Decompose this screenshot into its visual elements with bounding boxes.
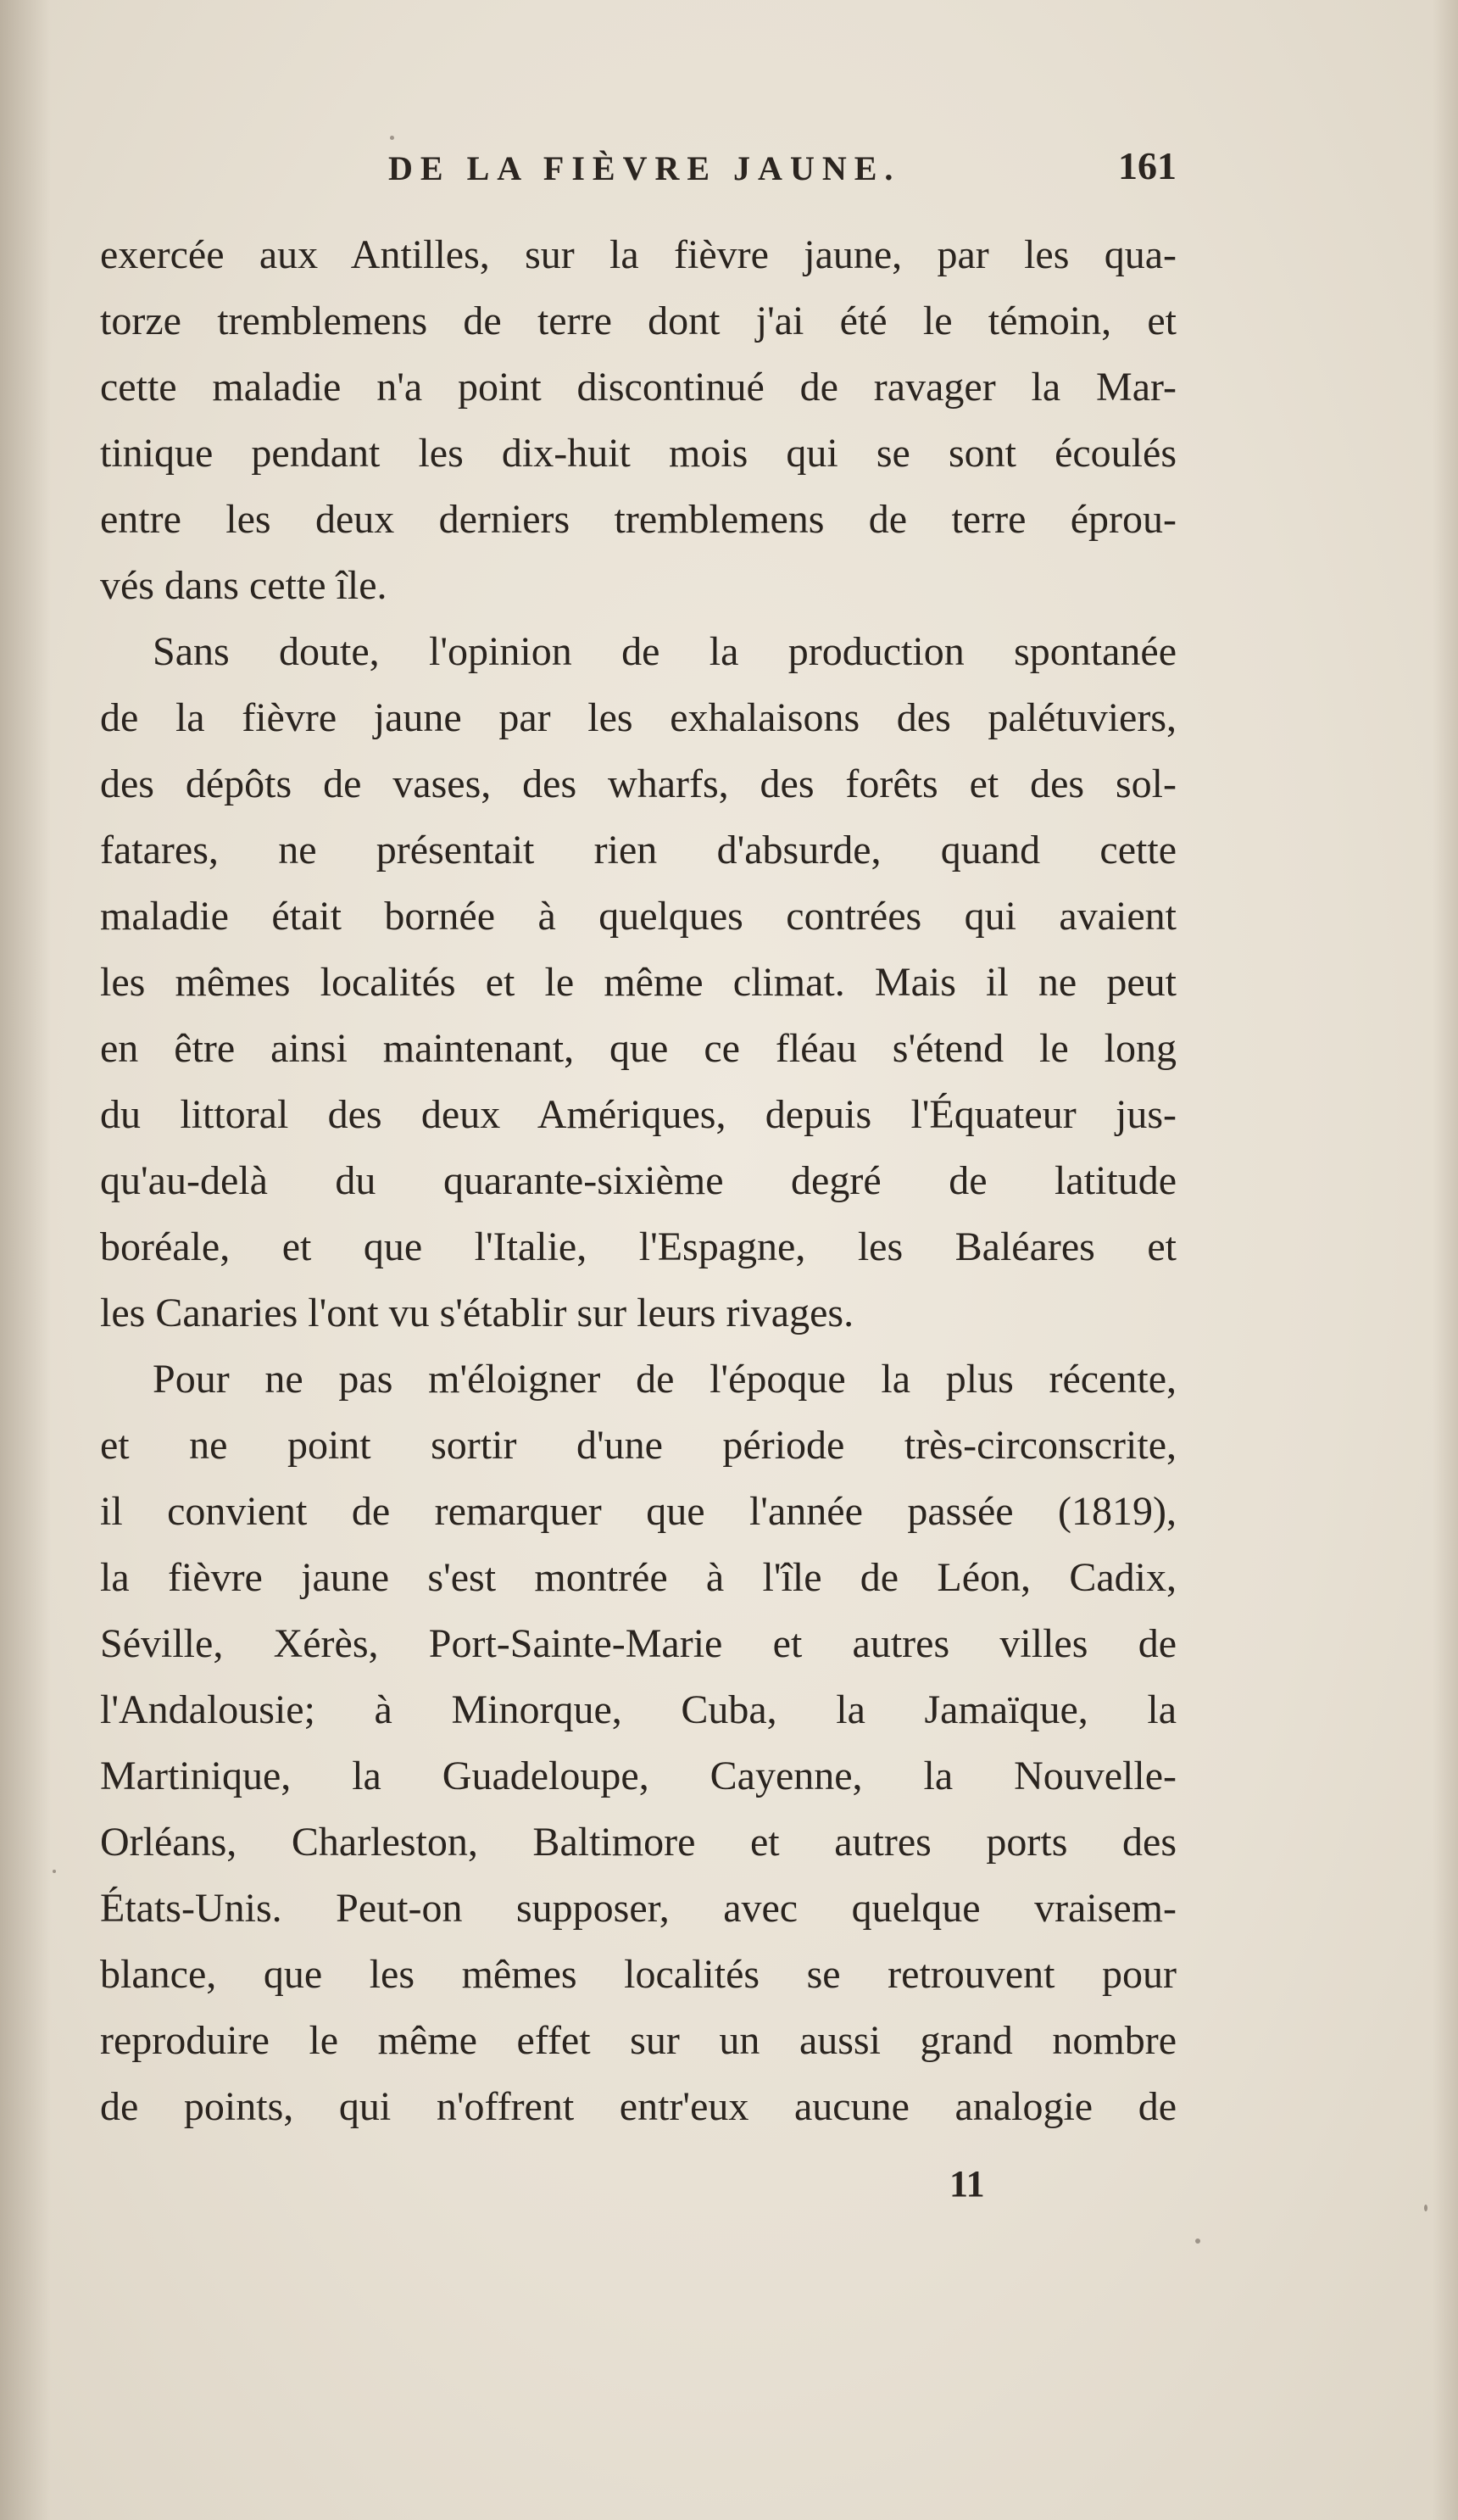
- edge-shadow: [1433, 0, 1458, 2520]
- running-title: DE LA FIÈVRE JAUNE.: [388, 149, 901, 187]
- text-line: qu'au-delà du quarante-sixième degré de latitude: [100, 1158, 1177, 1203]
- text-line: Sans doute, l'opinion de la production spontanée: [153, 629, 1177, 674]
- page-number: 161: [1118, 144, 1177, 187]
- text-line: et ne point sortir d'une période très-circonscrite,: [100, 1423, 1177, 1468]
- paper-speck: [1424, 2205, 1427, 2211]
- signature-mark: 11: [949, 2163, 985, 2205]
- text-line: vés dans cette île.: [100, 563, 387, 608]
- text-line: torze tremblemens de terre dont j'ai été le témoin, et: [100, 298, 1177, 343]
- paper-speck: [53, 1870, 56, 1873]
- text-line: de la fièvre jaune par les exhalaisons des palétuviers,: [100, 695, 1177, 740]
- text-line: États-Unis. Peut-on supposer, avec quelque vraisem-: [100, 1886, 1177, 1931]
- paper-speck: [1195, 2238, 1200, 2244]
- text-line: la fièvre jaune s'est montrée à l'île de Léon, Cadix,: [100, 1555, 1177, 1600]
- text-line: du littoral des deux Amériques, depuis l'Équateur jus-: [100, 1092, 1177, 1137]
- text-line: les mêmes localités et le même climat. Mais il ne peut: [100, 960, 1177, 1005]
- text-line: tinique pendant les dix-huit mois qui se sont écoulés: [100, 431, 1177, 476]
- text-line: Séville, Xérès, Port-Sainte-Marie et autres villes de: [100, 1621, 1177, 1666]
- text-line: blance, que les mêmes localités se retrouvent pour: [100, 1952, 1177, 1997]
- text-line: Pour ne pas m'éloigner de l'époque la plus récente,: [153, 1357, 1177, 1402]
- text-line: il convient de remarquer que l'année passée (1819),: [100, 1489, 1177, 1534]
- text-line: fatares, ne présentait rien d'absurde, quand cette: [100, 828, 1177, 873]
- text-line: des dépôts de vases, des wharfs, des forêts et des sol-: [100, 761, 1177, 806]
- text-line: entre les deux derniers tremblemens de terre éprou-: [100, 497, 1177, 542]
- text-line: boréale, et que l'Italie, l'Espagne, les Baléares et: [100, 1224, 1177, 1269]
- text-line: en être ainsi maintenant, que ce fléau s'étend le long: [100, 1026, 1177, 1071]
- body-text: [100, 222, 1177, 2140]
- text-line: Martinique, la Guadeloupe, Cayenne, la Nouvelle-: [100, 1753, 1177, 1798]
- text-line: maladie était bornée à quelques contrées qui avaient: [100, 894, 1177, 939]
- paper-speck: [390, 136, 394, 140]
- text-line: l'Andalousie; à Minorque, Cuba, la Jamaïque, la: [100, 1687, 1177, 1732]
- text-line: Orléans, Charleston, Baltimore et autres ports des: [100, 1820, 1177, 1865]
- text-line: cette maladie n'a point discontinué de ravager la Mar-: [100, 365, 1177, 410]
- text-line: reproduire le même effet sur un aussi grand nombre: [100, 2018, 1177, 2063]
- gutter-shadow: [0, 0, 51, 2520]
- text-line: les Canaries l'ont vu s'établir sur leurs rivages.: [100, 1291, 854, 1335]
- text-line: exercée aux Antilles, sur la fièvre jaune, par les qua-: [100, 232, 1177, 277]
- running-head: [100, 144, 1177, 199]
- text-line: de points, qui n'offrent entr'eux aucune analogie de: [100, 2084, 1177, 2129]
